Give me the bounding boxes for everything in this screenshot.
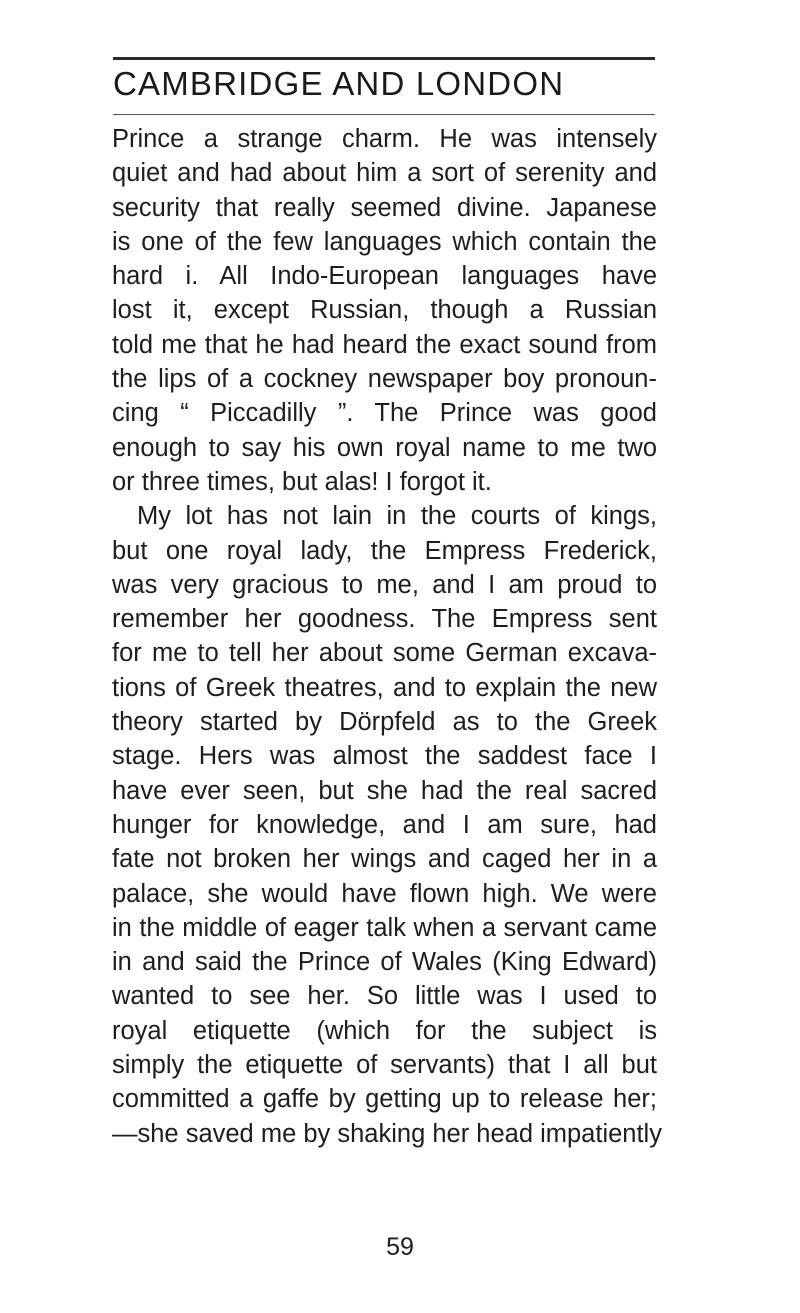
text-line: quiet and had about him a sort of serenity and bbox=[112, 159, 657, 188]
text-line: theory started by Dörpfeld as to the Greek bbox=[112, 708, 657, 737]
running-head: CAMBRIDGE AND LONDON bbox=[113, 65, 565, 102]
text-line: fate not broken her wings and caged her in a bbox=[112, 845, 657, 874]
text-line: for me to tell her about some German excava- bbox=[112, 639, 657, 668]
header-rule-bottom bbox=[113, 114, 655, 115]
body-text bbox=[112, 122, 662, 1151]
text-line: royal etiquette (which for the subject is bbox=[112, 1016, 657, 1045]
text-line: tions of Greek theatres, and to explain the new bbox=[112, 673, 657, 702]
text-line: hunger for knowledge, and I am sure, had bbox=[112, 810, 657, 839]
text-line: simply the etiquette of servants) that I all but bbox=[112, 1051, 657, 1080]
text-line: —she saved me by shaking her head impatiently bbox=[112, 1119, 662, 1148]
page-number: 59 bbox=[386, 1233, 414, 1261]
text-line: but one royal lady, the Empress Frederick, bbox=[112, 536, 657, 565]
text-line: is one of the few languages which contain the bbox=[112, 227, 657, 256]
text-line: in and said the Prince of Wales (King Edward) bbox=[112, 948, 657, 977]
text-line: have ever seen, but she had the real sacred bbox=[112, 776, 657, 805]
text-line: security that really seemed divine. Japanese bbox=[112, 193, 657, 222]
text-line: in the middle of eager talk when a servant came bbox=[112, 913, 657, 942]
text-line: the lips of a cockney newspaper boy pronoun- bbox=[112, 365, 657, 394]
text-line: enough to say his own royal name to me two bbox=[112, 433, 657, 462]
text-line: committed a gaffe by getting up to release her; bbox=[112, 1085, 657, 1114]
text-line: wanted to see her. So little was I used to bbox=[112, 982, 657, 1011]
header-rule-top bbox=[113, 57, 655, 60]
text-line: Prince a strange charm. He was intensely bbox=[112, 125, 657, 153]
text-line: was very gracious to me, and I am proud to bbox=[112, 570, 657, 599]
text-line: palace, she would have flown high. We were bbox=[112, 879, 657, 908]
text-line: or three times, but alas! I forgot it. bbox=[112, 467, 492, 496]
text-line: remember her goodness. The Empress sent bbox=[112, 605, 657, 634]
text-line: lost it, except Russian, though a Russian bbox=[112, 296, 657, 325]
text-line: hard i. All Indo-European languages have bbox=[112, 262, 657, 291]
text-line: stage. Hers was almost the saddest face I bbox=[112, 742, 657, 771]
text-line: My lot has not lain in the courts of kings, bbox=[137, 502, 657, 531]
text-line: told me that he had heard the exact sound from bbox=[112, 330, 657, 359]
text-line: cing “ Piccadilly ”. The Prince was good bbox=[112, 399, 657, 428]
